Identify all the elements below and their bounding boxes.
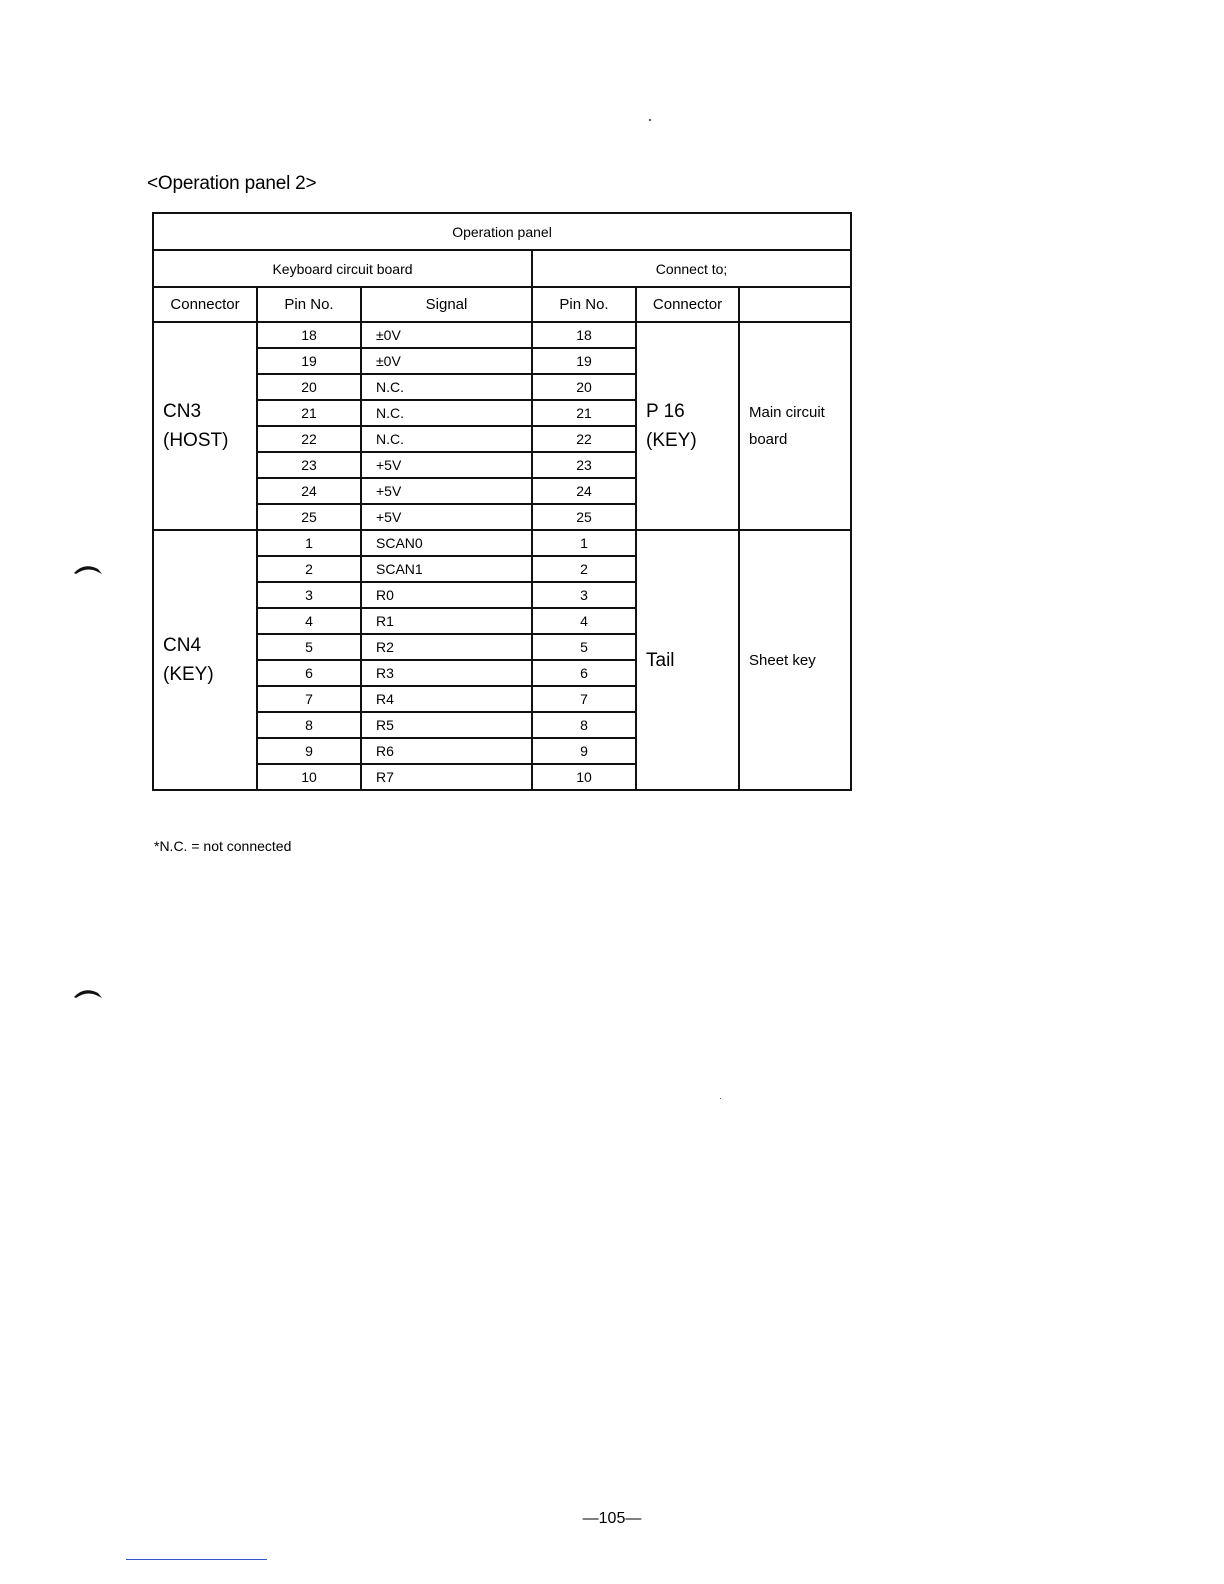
table-row — [153, 530, 851, 556]
pin-cell: 2 — [257, 556, 361, 582]
group-header-left: Keyboard circuit board — [153, 250, 532, 287]
page-number: —105— — [582, 1510, 642, 1527]
column-header: Connector — [636, 287, 739, 322]
dest-pin-cell: 4 — [532, 608, 636, 634]
pin-cell: 25 — [257, 504, 361, 530]
column-header-row — [153, 287, 851, 322]
signal-cell: R6 — [361, 738, 532, 764]
dest-pin-cell: 19 — [532, 348, 636, 374]
pin-cell: 21 — [257, 400, 361, 426]
dest-pin-cell: 20 — [532, 374, 636, 400]
scan-speck — [649, 119, 651, 121]
dest-pin-cell: 23 — [532, 452, 636, 478]
binder-mark-icon — [72, 987, 104, 1001]
dest-connector-cell — [636, 530, 739, 790]
dest-board-line: Main circuit — [749, 404, 825, 421]
footnote: *N.C. = not connected — [154, 838, 292, 854]
signal-cell: SCAN1 — [361, 556, 532, 582]
pin-cell: 7 — [257, 686, 361, 712]
dest-pin-cell: 3 — [532, 582, 636, 608]
connector-name: CN3 — [163, 401, 202, 422]
pin-assignment-table — [152, 212, 852, 791]
signal-cell: R0 — [361, 582, 532, 608]
dest-connector-sub: (KEY) — [646, 430, 697, 451]
signal-cell: +5V — [361, 504, 532, 530]
pin-cell: 23 — [257, 452, 361, 478]
dest-board-line: board — [749, 431, 788, 448]
group-header-right: Connect to; — [532, 250, 851, 287]
pin-cell: 22 — [257, 426, 361, 452]
pin-cell: 9 — [257, 738, 361, 764]
pin-cell: 3 — [257, 582, 361, 608]
dest-pin-cell: 22 — [532, 426, 636, 452]
column-header: Pin No. — [257, 287, 361, 322]
dest-pin-cell: 25 — [532, 504, 636, 530]
connector-cell — [153, 322, 257, 530]
pin-cell: 1 — [257, 530, 361, 556]
table-body — [153, 213, 851, 790]
connector-cell — [153, 530, 257, 790]
connector-name: CN4 — [163, 635, 202, 656]
table-group-row — [153, 250, 851, 287]
pin-cell: 18 — [257, 322, 361, 348]
column-header: Signal — [361, 287, 532, 322]
dest-pin-cell: 2 — [532, 556, 636, 582]
dest-pin-cell: 6 — [532, 660, 636, 686]
dest-connector-cell — [636, 322, 739, 530]
dest-connector-name: Tail — [646, 649, 675, 671]
pin-cell: 10 — [257, 764, 361, 790]
pin-cell: 8 — [257, 712, 361, 738]
column-header: Pin No. — [532, 287, 636, 322]
pin-cell: 24 — [257, 478, 361, 504]
dest-pin-cell: 24 — [532, 478, 636, 504]
scan-speck — [720, 1098, 721, 1099]
section-title: <Operation panel 2> — [147, 173, 317, 194]
signal-cell: R7 — [361, 764, 532, 790]
signal-cell: SCAN0 — [361, 530, 532, 556]
binder-mark-icon — [72, 563, 104, 577]
pin-cell: 6 — [257, 660, 361, 686]
signal-cell: N.C. — [361, 426, 532, 452]
dest-pin-cell: 18 — [532, 322, 636, 348]
signal-cell: R5 — [361, 712, 532, 738]
pin-cell: 19 — [257, 348, 361, 374]
pin-cell: 5 — [257, 634, 361, 660]
dest-board-cell — [739, 322, 851, 530]
column-header: Connector — [153, 287, 257, 322]
signal-cell: R4 — [361, 686, 532, 712]
signal-cell: N.C. — [361, 374, 532, 400]
connector-sub: (HOST) — [163, 430, 229, 451]
dest-pin-cell: 9 — [532, 738, 636, 764]
dest-pin-cell: 7 — [532, 686, 636, 712]
dest-pin-cell: 10 — [532, 764, 636, 790]
signal-cell: R3 — [361, 660, 532, 686]
dest-connector-name: P 16 — [646, 401, 685, 422]
dest-pin-cell: 21 — [532, 400, 636, 426]
signal-cell: N.C. — [361, 400, 532, 426]
signal-cell: R2 — [361, 634, 532, 660]
table-title: Operation panel — [153, 213, 851, 250]
signal-cell: R1 — [361, 608, 532, 634]
pin-cell: 4 — [257, 608, 361, 634]
column-header — [739, 287, 851, 322]
dest-pin-cell: 8 — [532, 712, 636, 738]
dest-pin-cell: 1 — [532, 530, 636, 556]
signal-cell: ±0V — [361, 348, 532, 374]
signal-cell: +5V — [361, 478, 532, 504]
dest-pin-cell: 5 — [532, 634, 636, 660]
signal-cell: +5V — [361, 452, 532, 478]
dest-board-line: Sheet key — [749, 651, 816, 669]
table-row — [153, 322, 851, 348]
pin-cell: 20 — [257, 374, 361, 400]
scan-edge-line — [126, 1559, 267, 1560]
table-title-row — [153, 213, 851, 250]
connector-sub: (KEY) — [163, 664, 214, 685]
signal-cell: ±0V — [361, 322, 532, 348]
dest-board-cell — [739, 530, 851, 790]
